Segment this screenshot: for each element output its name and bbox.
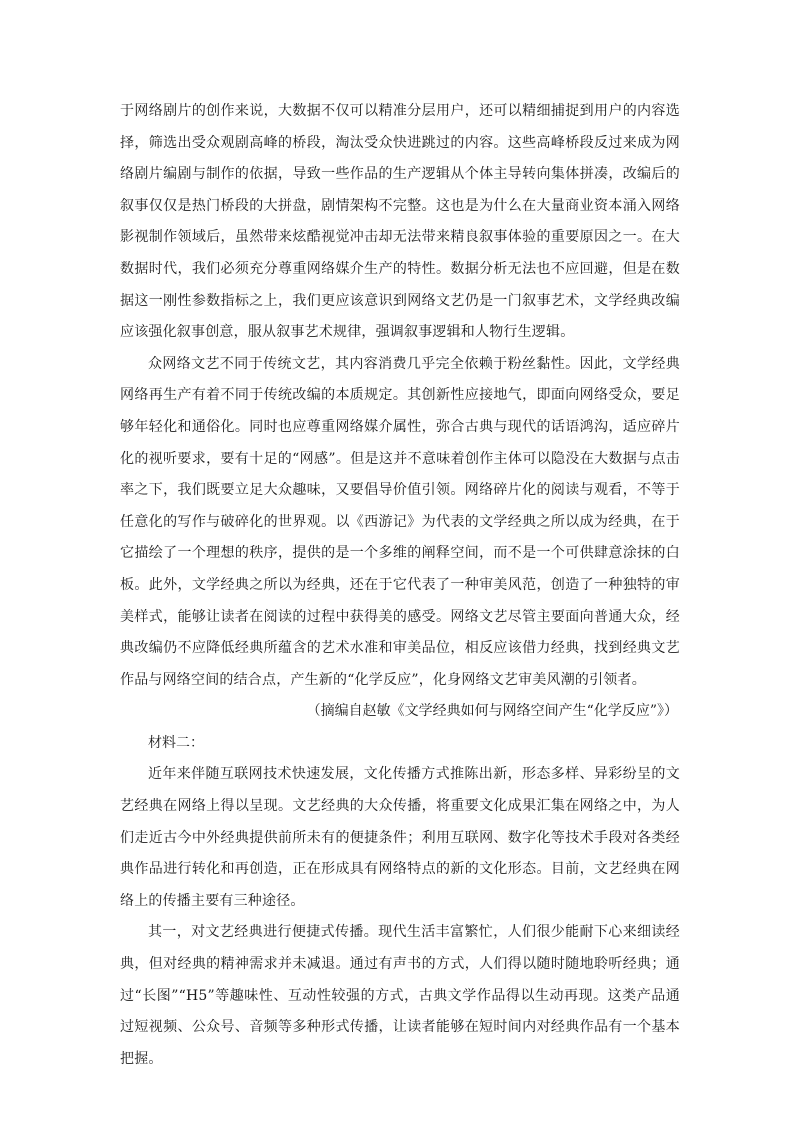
paragraph-1: 于网络剧片的创作来说，大数据不仅可以精准分层用户，还可以精细捕捉到用户的内容选择，筛选出受众观剧高峰的桥段，淘汰受众快进跳过的内容。这些高峰桥段反过来成为网络剧片编剧与制作的依据，导致一些作品的生产逻辑从个体主导转向集体拼凑，改编后的叙事仅仅是热门桥段的大拼盘，剧情架构不完整。这也是为什么在大量商业资本涌入网络影视制作领域后，虽然带来炫酷视觉冲击却无法带来精良叙事体验的重要原因之一。在大数据时代，我们必须充分尊重网络媒介生产的特性。数据分析无法也不应回避，但是在数据这一刚性参数指标之上，我们更应该意识到网络文艺仍是一门叙事艺术，文学经典改编应该强化叙事创意，服从叙事艺术规律，强调叙事逻辑和人物行生逻辑。 (120, 103, 680, 341)
material-2-heading: 材料二： (148, 734, 204, 751)
paragraph-3: 近年来伴随互联网技术快速发展，文化传播方式推陈出新，形态多样、异彩纷呈的文艺经典在网络上得以呈现。文艺经典的大众传播，将重要文化成果汇集在网络之中，为人们走近古今中外经典提供前所未有的便捷条件；利用互联网、数字化等技术手段对各类经典作品进行转化和再创造，正在形成具有网络特点的新的文化形态。目前，文艺经典在网络上的传播主要有三种途径。 (120, 766, 680, 909)
paragraph-4: 其一，对文艺经典进行便捷式传播。现代生活丰富繁忙，人们很少能耐下心来细读经典，但对经典的精神需求并未减退。通过有声书的方式，人们得以随时随地聆听经典；通过“长图”“H5”等趣味性、互动性较强的方式，古典文学作品得以生动再现。这类产品通过短视频、公众号、音频等多种形式传播，让读者能够在短时间内对经典作品有一个基本把握。 (120, 924, 680, 1067)
document-page (120, 96, 680, 1075)
paragraph-2: 众网络文艺不同于传统文艺，其内容消费几乎完全依赖于粉丝黏性。因此，文学经典网络再生产有着不同于传统改编的本质规定。其创新性应接地气，即面向网络受众，要足够年轻化和通俗化。同时也应尊重网络媒介属性，弥合古典与现代的话语鸿沟，适应碎片化的视听要求，要有十足的“网感”。但是这并不意味着创作主体可以隐没在大数据与点击率之下，我们既要立足大众趣味，又要倡导价值引领。网络碎片化的阅读与观看，不等于任意化的写作与破碎化的世界观。以《西游记》为代表的文学经典之所以成为经典，在于它描绘了一个理想的秩序，提供的是一个多维的阐释空间，而不是一个可供肆意涂抹的白板。此外，文学经典之所以为经典，还在于它代表了一种审美风范，创造了一种独特的审美样式，能够让读者在阅读的过程中获得美的感受。网络文艺尽管主要面向普通大众，经典改编仍不应降低经典所蕴含的艺术水准和审美品位，相反应该借力经典，找到经典文艺作品与网络空间的结合点，产生新的“化学反应”，化身网络文艺审美风潮的引领者。 (120, 355, 680, 688)
source-citation: （摘编自赵敏《文学经典如何与网络空间产生“化学反应”》） (306, 703, 678, 720)
